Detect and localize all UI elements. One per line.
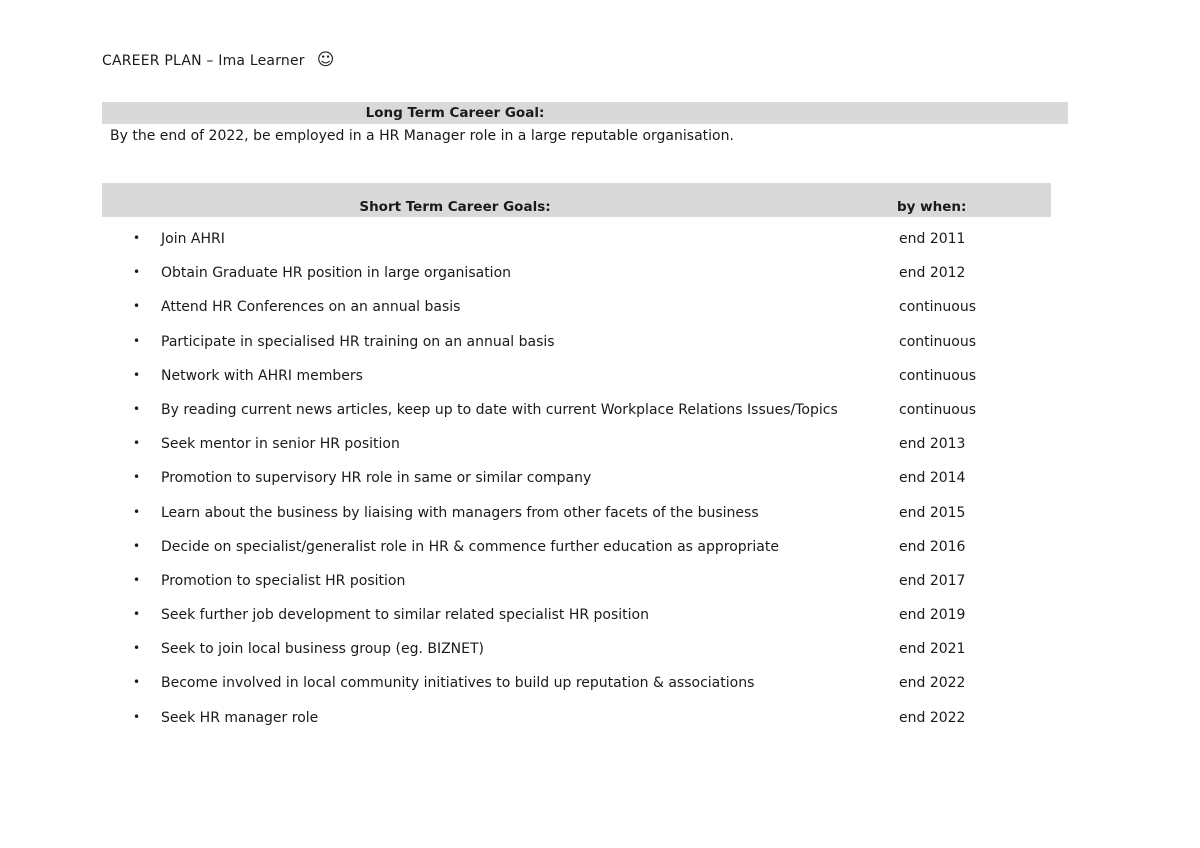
document-title: CAREER PLAN – Ima Learner xyxy=(102,52,305,69)
short-term-goals-heading: Short Term Career Goals: xyxy=(359,199,551,215)
list-item xyxy=(102,565,1062,599)
bullet-icon: • xyxy=(133,538,141,553)
goal-text: Promotion to supervisory HR role in same or similar company xyxy=(161,470,592,487)
goal-when: end 2017 xyxy=(899,572,966,589)
short-term-goals-header xyxy=(102,183,1051,217)
bullet-icon: • xyxy=(133,470,141,485)
goal-text: Network with AHRI members xyxy=(161,367,363,384)
long-term-goal-header xyxy=(102,102,1068,124)
goal-when: continuous xyxy=(899,367,976,384)
list-item xyxy=(102,599,1062,633)
goal-when: end 2014 xyxy=(899,470,966,487)
list-item xyxy=(102,667,1062,701)
goal-when: end 2021 xyxy=(899,641,966,658)
bullet-icon: • xyxy=(133,709,141,724)
goal-text: Participate in specialised HR training on an annual basis xyxy=(161,333,555,350)
short-term-goals-list xyxy=(102,223,1062,736)
list-item xyxy=(102,497,1062,531)
bullet-icon: • xyxy=(133,367,141,382)
bullet-icon: • xyxy=(133,607,141,622)
goal-text: By reading current news articles, keep up to date with current Workplace Relations Issues/Topics xyxy=(161,401,838,418)
bullet-icon: • xyxy=(133,641,141,656)
bullet-icon: • xyxy=(133,401,141,416)
goal-when: end 2015 xyxy=(899,504,966,521)
long-term-goal-text: By the end of 2022, be employed in a HR Manager role in a large reputable organisation. xyxy=(110,128,734,144)
bullet-icon: • xyxy=(133,504,141,519)
bullet-icon: • xyxy=(133,436,141,451)
list-item xyxy=(102,257,1062,291)
goal-text: Join AHRI xyxy=(161,231,225,247)
list-item xyxy=(102,223,1062,257)
goal-when: continuous xyxy=(899,401,976,418)
bullet-icon: • xyxy=(133,299,141,314)
list-item xyxy=(102,360,1062,394)
smiley-icon: ☺ xyxy=(316,50,335,70)
goal-text: Promotion to specialist HR position xyxy=(161,572,406,589)
goal-when: continuous xyxy=(899,299,976,316)
goal-when: end 2019 xyxy=(899,607,966,624)
goal-when: end 2022 xyxy=(899,675,966,692)
list-item xyxy=(102,394,1062,428)
goal-text: Seek further job development to similar related specialist HR position xyxy=(161,607,649,624)
goal-text: Decide on specialist/generalist role in HR & commence further education as appropriate xyxy=(161,538,779,555)
goal-when: end 2012 xyxy=(899,265,966,282)
list-item xyxy=(102,428,1062,462)
list-item xyxy=(102,633,1062,667)
list-item xyxy=(102,291,1062,325)
bullet-icon: • xyxy=(133,675,141,690)
by-when-heading: by when: xyxy=(897,199,967,215)
bullet-icon: • xyxy=(133,572,141,587)
list-item xyxy=(102,462,1062,496)
goal-text: Attend HR Conferences on an annual basis xyxy=(161,299,461,316)
list-item xyxy=(102,326,1062,360)
goal-text: Seek to join local business group (eg. BIZNET) xyxy=(161,641,485,658)
list-item xyxy=(102,531,1062,565)
goal-text: Obtain Graduate HR position in large organisation xyxy=(161,265,512,282)
bullet-icon: • xyxy=(133,231,141,245)
document-title-row xyxy=(102,52,335,69)
goal-text: Seek mentor in senior HR position xyxy=(161,436,400,453)
goal-when: end 2013 xyxy=(899,436,966,453)
long-term-goal-heading: Long Term Career Goal: xyxy=(365,105,545,121)
goal-text: Become involved in local community initiatives to build up reputation & associations xyxy=(161,675,755,692)
bullet-icon: • xyxy=(133,333,141,348)
goal-when: end 2011 xyxy=(899,231,966,247)
goal-when: continuous xyxy=(899,333,976,350)
goal-when: end 2016 xyxy=(899,538,966,555)
bullet-icon: • xyxy=(133,265,141,280)
goal-text: Seek HR manager role xyxy=(161,709,319,726)
goal-text: Learn about the business by liaising with managers from other facets of the business xyxy=(161,504,759,521)
goal-when: end 2022 xyxy=(899,709,966,726)
list-item xyxy=(102,702,1062,736)
